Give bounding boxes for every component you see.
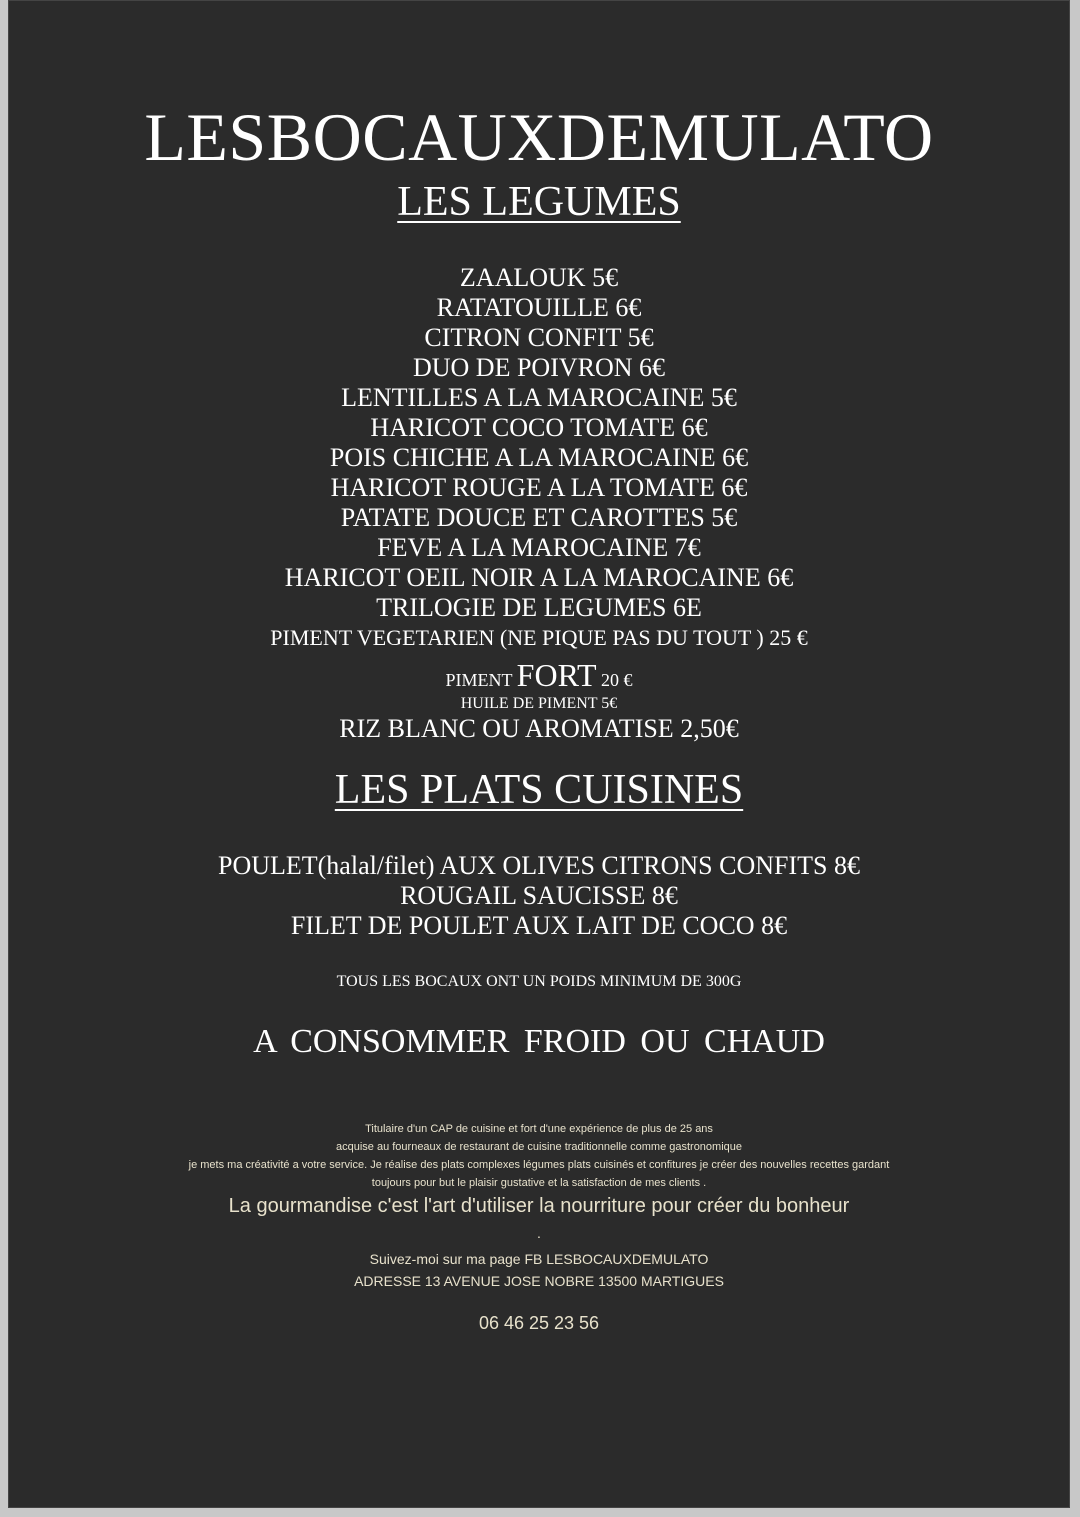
menu-page (8, 0, 1070, 1508)
piment-fort-word: FORT (516, 657, 597, 693)
legume-item: POIS CHICHE A LA MAROCAINE 6€ (329, 443, 749, 472)
bio-line: toujours pour but le plaisir gustative et la satisfaction de mes clients . (371, 1177, 707, 1189)
section-title-plats-text: LES PLATS CUISINES (334, 767, 744, 813)
section-title-legumes (9, 177, 1069, 227)
section-title-legumes-text: LES LEGUMES (397, 179, 681, 225)
brand-title: LESBOCAUXDEMULATO (144, 99, 934, 175)
phone-number: 06 46 25 23 56 (478, 1313, 600, 1333)
piment-fort-price: 20 € (601, 670, 633, 690)
legume-item: LENTILLES A LA MAROCAINE 5€ (341, 383, 737, 412)
bio-line: je mets ma créativité a votre service. Je réalise des plats complexes légumes plats cuisinés et confitures je créer des nouvelles recettes gardant (188, 1159, 890, 1171)
address-line: ADRESSE 13 AVENUE JOSE NOBRE 13500 MARTIGUES (354, 1273, 724, 1289)
plat-item: ROUGAIL SAUCISSE 8€ (400, 881, 678, 910)
riz-item: RIZ BLANC OU AROMATISE 2,50€ (339, 714, 739, 743)
plat-item: FILET DE POULET AUX LAIT DE COCO 8€ (290, 911, 788, 940)
legume-item: HARICOT ROUGE A LA TOMATE 6€ (330, 473, 748, 502)
huile-item: HUILE DE PIMENT 5€ (460, 695, 618, 712)
legume-item: HARICOT OEIL NOIR A LA MAROCAINE 6€ (284, 563, 794, 592)
legume-item: PIMENT VEGETARIEN (NE PIQUE PAS DU TOUT ) 25 € (270, 625, 808, 650)
plat-item: POULET(halal/filet) AUX OLIVES CITRONS CONFITS 8€ (217, 851, 860, 880)
separator-dot: . (537, 1225, 541, 1241)
piment-fort-prefix: PIMENT (445, 670, 513, 690)
quote: La gourmandise c'est l'art d'utiliser la nourriture pour créer du bonheur (228, 1195, 850, 1217)
poids-note: TOUS LES BOCAUX ONT UN POIDS MINIMUM DE 300G (336, 973, 742, 990)
bio-line: Titulaire d'un CAP de cuisine et fort d'une expérience de plus de 25 ans (365, 1123, 713, 1135)
legume-item: CITRON CONFIT 5€ (424, 323, 654, 352)
legume-item: TRILOGIE DE LEGUMES 6E (376, 593, 702, 622)
legume-item: FEVE A LA MAROCAINE 7€ (377, 533, 701, 562)
section-title-plats (9, 765, 1069, 815)
facebook-line: Suivez-moi sur ma page FB LESBOCAUXDEMULATO (369, 1251, 709, 1267)
legumes-list (9, 263, 1069, 653)
legume-item: HARICOT COCO TOMATE 6€ (370, 413, 708, 442)
legume-item: RATATOUILLE 6€ (436, 293, 642, 322)
bio-line: acquise au fourneaux de restaurant de cuisine traditionnelle comme gastronomique (335, 1141, 743, 1153)
chef-bio (9, 1120, 1069, 1192)
legume-item: PATATE DOUCE ET CAROTTES 5€ (340, 503, 738, 532)
legume-item: DUO DE POIVRON 6€ (412, 353, 666, 382)
plats-list (9, 851, 1069, 941)
consommer-note: A CONSOMMER FROID OU CHAUD (253, 1023, 825, 1060)
legume-item: ZAALOUK 5€ (459, 263, 619, 292)
